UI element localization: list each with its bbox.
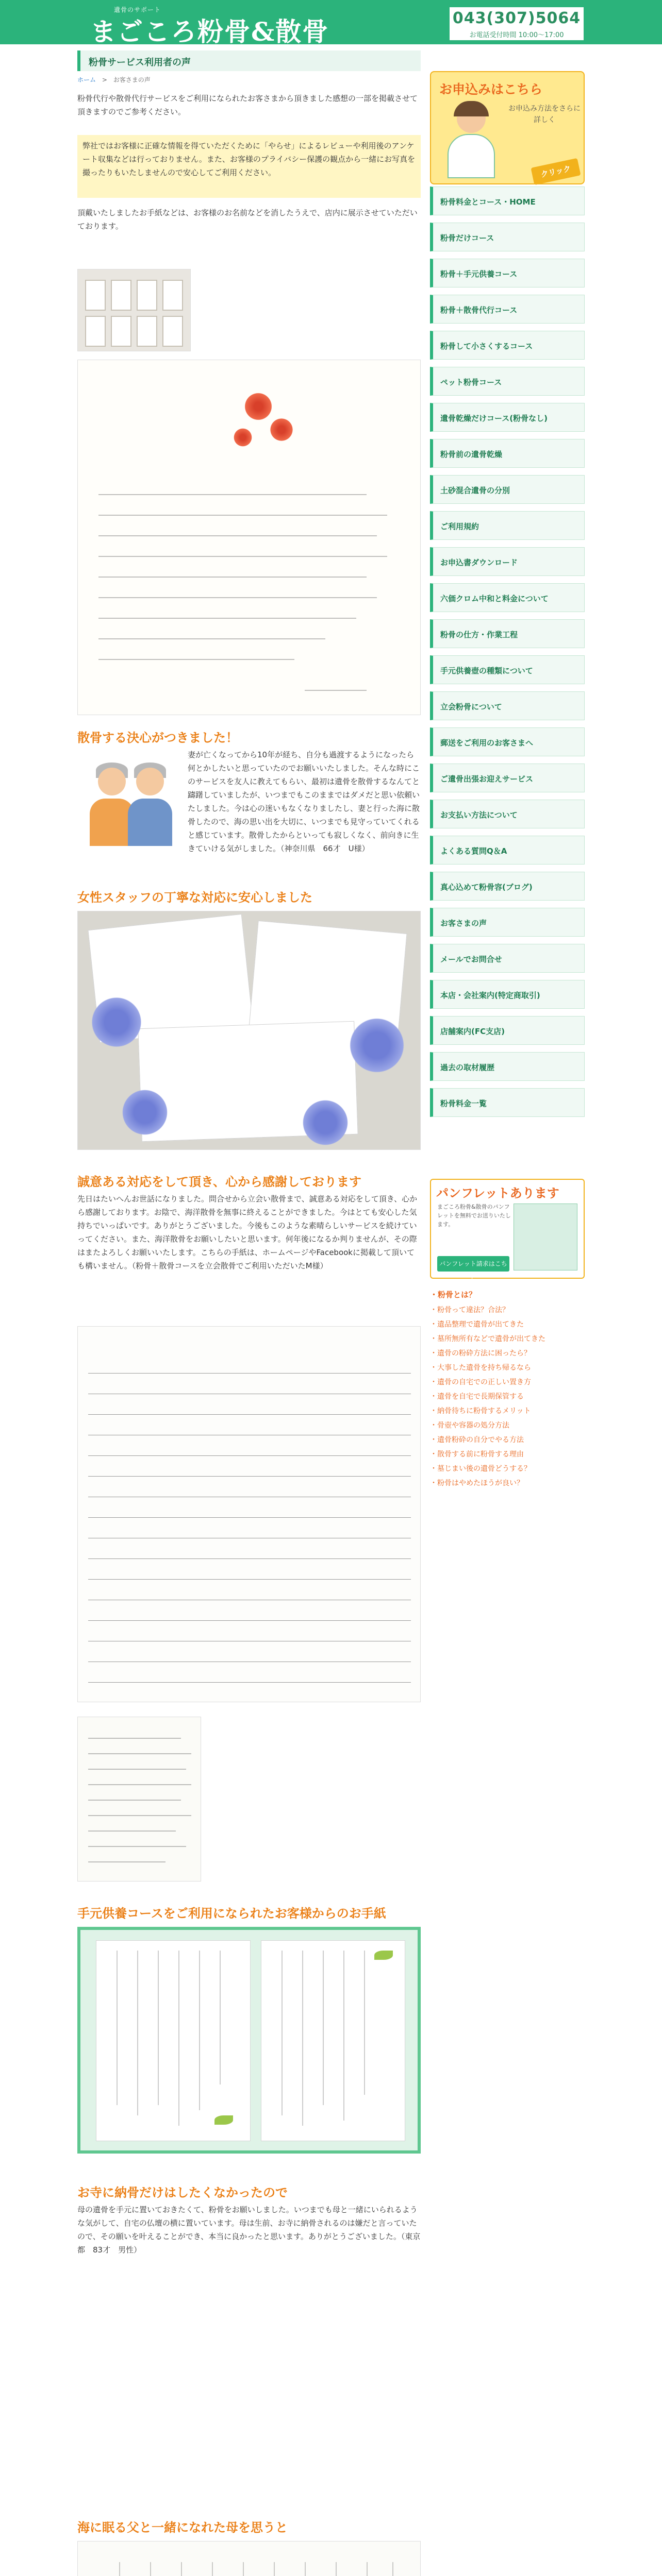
customer-letter-photo <box>77 1927 421 2154</box>
shelf-frame <box>111 280 131 311</box>
breadcrumb-separator: > <box>102 76 107 83</box>
phone-box[interactable] <box>450 7 584 40</box>
sidebar-item-home[interactable] <box>430 187 585 215</box>
sidebar-item-label: 過去の取材履歴 <box>440 1063 495 1072</box>
elderly-couple-illustration <box>77 748 180 846</box>
shelf-frame <box>162 316 183 347</box>
faq-link[interactable]: ・骨壺や容器の処分方法 <box>430 1421 509 1430</box>
handwriting-column <box>343 1951 344 2121</box>
handwriting-line <box>98 515 387 516</box>
sidebar-item-label: ペット粉骨コース <box>440 378 502 387</box>
site-logo[interactable] <box>85 3 329 47</box>
handwriting-column <box>243 2562 244 2576</box>
handwriting-column <box>150 2562 151 2576</box>
apply-banner[interactable] <box>430 71 585 184</box>
sidebar-item-label: 粉骨の仕方・作業工程 <box>440 630 518 639</box>
privacy-notice: 弊社ではお客様に正確な情報を得ていただくために「やらせ」によるレビューや利用後のアンケート収集などは行っておりません。また、お客様のプライバシー保護の観点から一緒にお写真を撮ったりもいたしませんので安心してご利用ください。 <box>77 135 421 198</box>
sidebar-item-funkotsu-only[interactable] <box>430 223 585 251</box>
body-shape <box>128 799 172 846</box>
sidebar-item-label: 郵送をご利用のお客さまへ <box>440 738 534 748</box>
handwriting-column <box>336 2562 337 2576</box>
shelf-frame <box>162 280 183 311</box>
handwriting-line <box>98 494 367 495</box>
sidebar-item-label: ご利用規約 <box>440 522 479 531</box>
sidebar-item-label: お客さまの声 <box>440 919 487 928</box>
ruled-line <box>88 1579 411 1580</box>
sidebar-item-pre-drying[interactable] <box>430 439 585 468</box>
sidebar-item-stores[interactable] <box>430 1016 585 1045</box>
section-title: 誠意ある対応をして頂き、心から感謝しております <box>77 1175 362 1189</box>
operator-hair <box>454 101 489 116</box>
sidebar-item-terms[interactable] <box>430 511 585 540</box>
sidebar-item-witness[interactable] <box>430 691 585 720</box>
sidebar-item-download[interactable] <box>430 547 585 576</box>
section-body: 先日はたいへんお世話になりました。問合せから立会い散骨まで、誠意ある対応をして頂き、心から感謝しております。お陰で、海洋散骨を無事に終えることができました。今はとても安心した気持ちでいっぱいです。ありがとうございました。今後もこのような素晴らしいサービスを続けていってください。また、海洋散骨をお願いしたいと思います。何年後になるか判りませんが、その際はまたよろしくお願いいたします。こちらの手紙は、ホームページやFacebookに掲載して頂いても構いません。（粉骨＋散骨コースを立会散骨でご利用いただいたM様） <box>77 1194 418 1270</box>
sidebar-item-label: 粉骨して小さくするコース <box>440 342 533 351</box>
faq-link[interactable]: ・遺骨粉砕の自分でやる方法 <box>430 1436 524 1444</box>
ruled-line <box>88 1558 411 1559</box>
section-title: 手元供養コースをご利用になられたお客様からのお手紙 <box>77 1906 386 1921</box>
handwriting-column <box>199 1951 200 2110</box>
pamphlet-title: パンフレットあります <box>436 1186 559 1200</box>
leaf-illustration <box>374 1951 393 1960</box>
shelf-frame <box>137 280 157 311</box>
leaf-illustration <box>214 2115 233 2125</box>
handwriting-column <box>178 1951 179 2126</box>
sidebar-item-label: メールでお問合せ <box>440 955 502 964</box>
handwriting-column <box>305 2562 306 2576</box>
handwriting-column <box>282 1951 283 2115</box>
sidebar-item-price-list[interactable] <box>430 1088 585 1117</box>
shelf-frame <box>85 316 106 347</box>
shelf-frame <box>85 280 106 311</box>
handwriting-column <box>119 2562 120 2576</box>
apply-banner-title: お申込みはこちら <box>439 82 543 97</box>
handwriting-column <box>212 2562 213 2576</box>
handwriting-column <box>220 1951 221 2084</box>
handwriting-line <box>88 1784 191 1785</box>
letter-display-shelf-photo <box>77 269 191 351</box>
handwriting-column <box>274 2562 275 2576</box>
page-title: 粉骨サービス利用者の声 <box>89 57 191 68</box>
pamphlet-banner[interactable] <box>430 1179 585 1283</box>
letter-paper <box>261 1940 405 2141</box>
sidebar-item-blog[interactable] <box>430 872 585 901</box>
ruled-line <box>88 1620 411 1621</box>
ruled-line <box>88 1455 411 1456</box>
handwriting-line <box>98 535 377 536</box>
pamphlet-image <box>514 1204 577 1270</box>
handwriting-line <box>88 1800 181 1801</box>
sidebar-item-urn-types[interactable] <box>430 655 585 684</box>
section-body: 妻が亡くなってから10年が経ち、自分も過渡するようになったら何とかしたいと思っていたのでお願いいたしました。そんな時にこのサービスを友人に教えてもらい、最初は遺骨を散骨するなんてと躊躇していましたが、いつまでもこのままではダメだと思い依頼いたしました。今は心の迷いもなくなりましたし、妻と行った海に散骨したので、海の思い出を大切に、いつまでも見守っていてくれると感じています。散骨したからといっても寂しくなく、前向きに生きていける気がしました。（神奈川県 66才 U様） <box>188 750 420 853</box>
hydrangea-illustration <box>300 1097 351 1148</box>
handwriting-column <box>302 1951 303 2126</box>
hydrangea-illustration <box>346 1014 408 1076</box>
handwriting-line <box>88 1861 166 1862</box>
sidebar-item-label: 本店・会社案内(特定商取引) <box>440 991 540 1000</box>
sidebar-item-faq[interactable] <box>430 836 585 865</box>
handwriting-column <box>364 1951 365 2095</box>
sidebar-item-label: よくある質問Q＆A <box>440 846 507 856</box>
operator-body <box>448 134 495 178</box>
phone-hours: お電話受付時間 10:00〜17:00 <box>469 31 564 39</box>
display-notice: 頂戴いたしましたお手紙などは、お客様のお名前などを消したうえで、店内に展示させていただいております。 <box>77 208 418 231</box>
logo-title: まごころ粉骨&散骨 <box>90 16 329 47</box>
intro-text: 粉骨代行や散骨代行サービスをご利用になられたお客さまから頂きました感想の一部を掲載させて頂きますのでご参考ください。 <box>77 94 418 116</box>
operator-illustration <box>442 101 499 178</box>
pamphlet-request-button[interactable]: パンフレット請求はこちら <box>437 1256 509 1272</box>
faq-link[interactable]: ・遺骨の粉砕方法に困ったら？ <box>430 1349 531 1358</box>
ruled-line <box>88 1517 411 1518</box>
apply-banner-subtext: お申込み方法をさらに詳しく <box>508 105 581 124</box>
sidebar-item-label: 粉骨料金一覧 <box>440 1099 487 1108</box>
shelf-frame <box>137 316 157 347</box>
handwriting-line <box>98 659 294 660</box>
handwriting-signature <box>305 690 367 691</box>
faq-link[interactable]: ・遺骨を自宅で長期保管する <box>430 1393 524 1401</box>
sidebar-item-process[interactable] <box>430 619 585 648</box>
sidebar-item-label: 真心込めて粉骨容(ブログ) <box>440 883 533 892</box>
section-title: 散骨する決心がつきました！ <box>77 731 238 745</box>
faq-link[interactable]: ・散骨する前に粉骨する理由 <box>430 1450 524 1459</box>
customer-letter-photo <box>77 2541 421 2576</box>
handwriting-line <box>98 556 387 557</box>
handwriting-line <box>98 597 377 598</box>
handwriting-line <box>88 1831 176 1832</box>
sidebar-item-pickup[interactable] <box>430 764 585 792</box>
flower-card-photo <box>77 911 421 1150</box>
pamphlet-text: まごころ粉骨&散骨のパンフレットを無料でお送りいたします。 <box>437 1204 511 1228</box>
handwriting-column <box>392 2562 393 2576</box>
flower-illustration <box>269 417 294 443</box>
handwriting-column <box>158 1951 159 2105</box>
sidebar-item-drying-only[interactable] <box>430 403 585 432</box>
sidebar-item-label: 粉骨料金とコース・HOME <box>440 197 536 207</box>
sidebar-item-label: 遺骨乾燥だけコース(粉骨なし) <box>440 414 548 423</box>
sidebar-item-chromium[interactable] <box>430 583 585 612</box>
click-badge[interactable]: クリック <box>531 158 581 185</box>
handwriting-column <box>367 2562 368 2576</box>
hydrangea-illustration <box>119 1087 171 1138</box>
flower-illustration <box>233 427 253 448</box>
faq-link[interactable]: ・遺品整理で遺骨が出てきた <box>430 1320 524 1329</box>
sidebar-item-label: ご遺骨出張お迎えサービス <box>440 774 534 784</box>
handwriting-line <box>98 577 367 578</box>
sidebar-item-payment[interactable] <box>430 800 585 828</box>
letter-paper <box>96 1940 251 2141</box>
customer-letter-photo <box>77 1717 201 1882</box>
breadcrumb-current: お客さまの声 <box>113 76 151 83</box>
faq-link[interactable]: ・墓所無所有などで遺骨が出てきた <box>430 1335 545 1343</box>
sidebar-item-mail[interactable] <box>430 727 585 756</box>
section-body: 母の遺骨を手元に置いておきたくて、粉骨をお願いしました。いつまでも母と一緒にいられるような気がして、自宅の仏壇の横に置いています。母は生前、お寺に納骨されるのは嫌だと言っていたので、その願いを叶えることができ、本当に良かったと思います。ありがとうございました。（東京都 83才 男性） <box>77 2205 421 2255</box>
shelf-frame <box>111 316 131 347</box>
faq-link[interactable]: ・粉骨って違法？合法？ <box>430 1306 509 1314</box>
breadcrumb <box>77 75 155 84</box>
logo-tagline: 遺骨のサポート <box>114 6 161 13</box>
section-title: 海に眠る父と一緒になれた母を思うと <box>77 2520 288 2535</box>
handwriting-line <box>88 1753 191 1754</box>
sidebar-item-label: 土砂混合遺骨の分別 <box>440 486 510 495</box>
sidebar-item-temoto-kuyou[interactable] <box>430 259 585 287</box>
handwriting-line <box>98 638 325 639</box>
sidebar-item-label: 六価クロム中和と料金について <box>440 594 549 603</box>
flower-illustration <box>243 391 274 422</box>
sidebar-item-label: 立会粉骨について <box>440 702 502 711</box>
section-title: お寺に納骨だけはしたくなかったので <box>77 2185 288 2200</box>
faq-link[interactable]: ・大事した遺骨を持ち帰るなら <box>430 1364 531 1372</box>
breadcrumb-home[interactable]: ホーム <box>77 76 96 83</box>
sidebar-item-label: 店舗案内(FC支店) <box>440 1027 505 1036</box>
phone-number[interactable]: 043(307)5064 <box>452 9 581 27</box>
faq-link[interactable]: ・納骨待ちに粉骨するメリット <box>430 1407 531 1415</box>
customer-letter-photo <box>77 1326 421 1702</box>
handwriting-column <box>181 2562 182 2576</box>
hydrangea-illustration <box>88 994 145 1050</box>
sidebar-item-pet[interactable] <box>430 367 585 396</box>
faq-link[interactable]: ・墓じまい後の遺骨どうする？ <box>430 1465 531 1473</box>
faq-link[interactable]: ・遺骨の自宅での正しい置き方 <box>430 1378 531 1386</box>
head-shape <box>98 768 126 795</box>
head-shape <box>136 768 164 795</box>
sidebar-item-media[interactable] <box>430 1052 585 1081</box>
handwriting-line <box>88 1846 186 1847</box>
sidebar-item-label: お申込書ダウンロード <box>440 558 518 567</box>
handwriting-line <box>88 1769 186 1770</box>
sidebar-item-label: 粉骨前の遺骨乾燥 <box>440 450 503 459</box>
sidebar-item-small[interactable] <box>430 331 585 360</box>
handwriting-line <box>88 1815 191 1816</box>
handwriting-column <box>137 1951 138 2115</box>
handwriting-line <box>88 1738 181 1739</box>
sidebar-item-label: 手元供養壺の種類について <box>440 666 533 675</box>
sidebar-item-sorting[interactable] <box>430 475 585 504</box>
sidebar-item-label: 粉骨＋散骨代行コース <box>440 306 518 315</box>
handwriting-column <box>323 1951 324 2105</box>
sidebar-item-sankotsu[interactable] <box>430 295 585 324</box>
sidebar-item-company[interactable] <box>430 980 585 1009</box>
site-header <box>0 0 662 47</box>
customer-letter-photo <box>77 360 421 715</box>
sidebar-item-voices[interactable] <box>430 908 585 937</box>
sidebar-item-label: 粉骨＋手元供養コース <box>440 269 518 279</box>
handwriting-column <box>117 1951 118 2105</box>
faq-link-first[interactable]: ・粉骨とは？ <box>430 1290 477 1299</box>
faq-link[interactable]: ・粉骨はやめたほうが良い？ <box>430 1479 524 1487</box>
sidebar-item-label: 粉骨だけコース <box>440 233 494 243</box>
ruled-line <box>88 1373 411 1374</box>
sidebar-item-contact[interactable] <box>430 944 585 973</box>
handwriting-line <box>98 618 356 619</box>
sidebar-item-label: お支払い方法について <box>440 810 518 820</box>
section-title: 女性スタッフの丁寧な対応に安心しました <box>77 890 312 905</box>
ruled-line <box>88 1682 411 1683</box>
ruled-line <box>88 1414 411 1415</box>
ruled-line <box>88 1476 411 1477</box>
page-title-bar <box>77 50 421 71</box>
